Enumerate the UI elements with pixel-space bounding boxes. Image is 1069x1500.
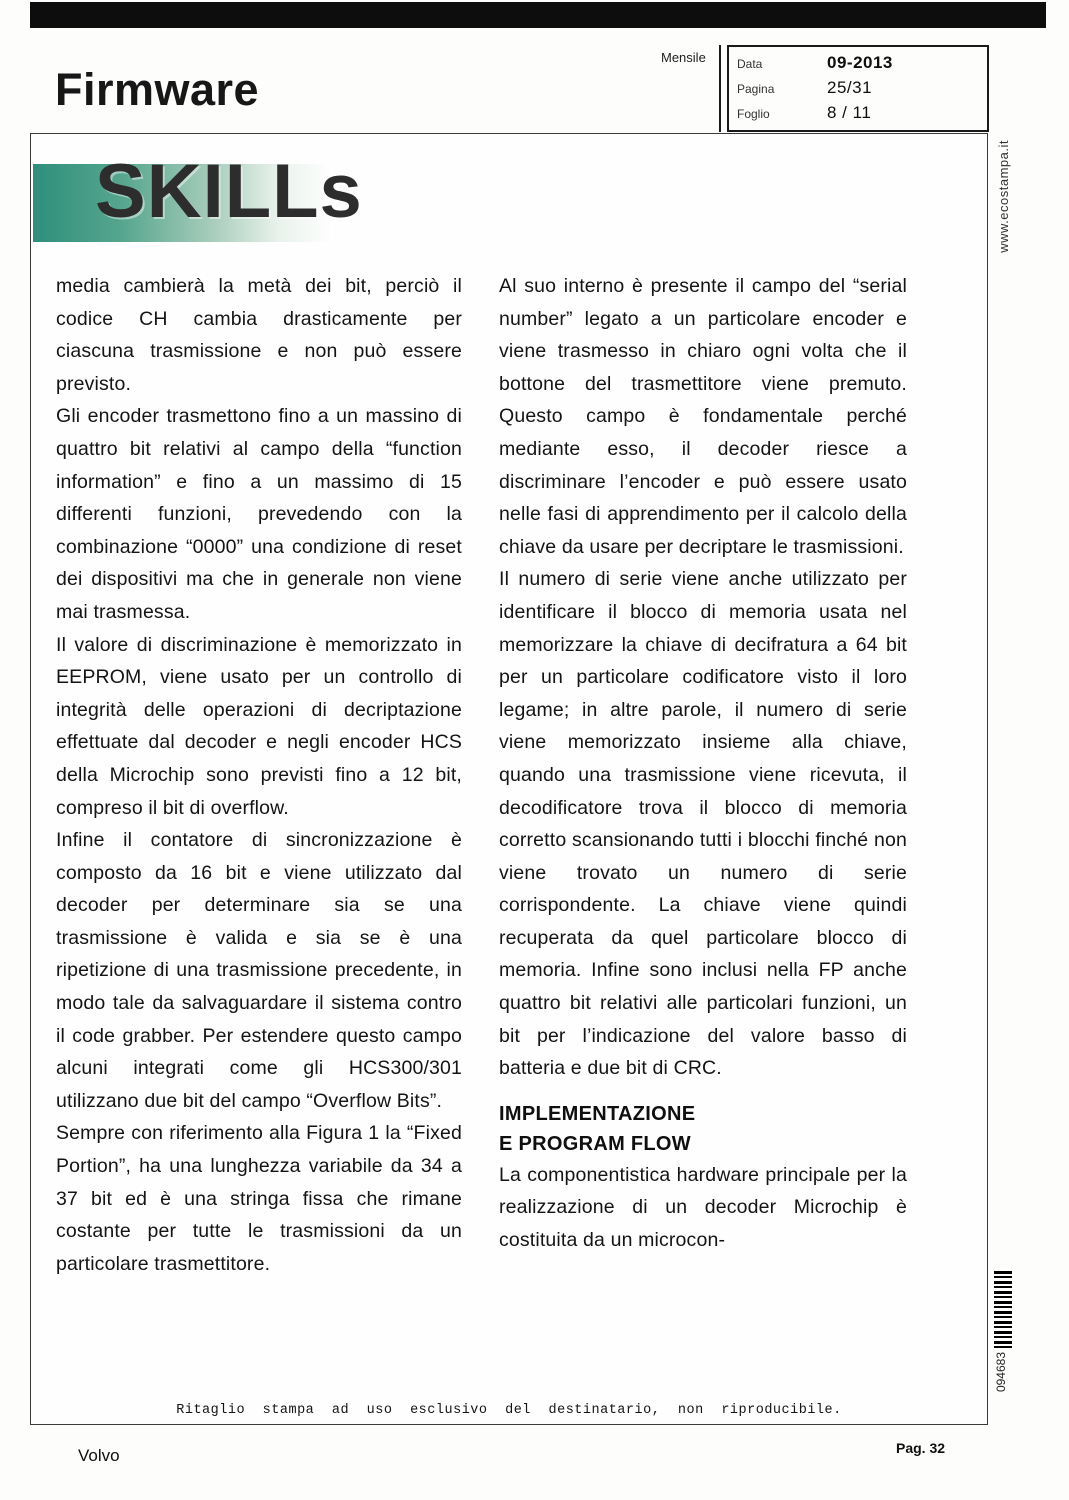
paragraph: Il numero di serie viene anche utilizzato per identificare il blocco di memoria usata nel memorizzare la chiave di decifratura a 64 bit per un particolare codificatore visto il loro legame; in altre parole, il numero di serie viene memorizzato insieme alla chiave, quando una trasmissione viene ricevuta, il decodificatore trova il blocco di memoria corretto scansionando tutti i blocchi finché non viene trovato un numero di serie corrispondente. La chiave viene quindi recuperata da quel particolare blocco di memoria. Infine sono inclusi nella FP anche quattro bit relativi alle particolari funzioni, un bit per l’indicazione del valore basso di batteria e due bit di CRC.	[499, 568, 907, 1080]
article-content-box	[30, 133, 988, 1425]
section-heading-line2: E PROGRAM FLOW	[499, 1132, 691, 1155]
paragraph: Al suo interno è presente il campo del “serial number” legato a un particolare encoder e viene trasmesso in chiaro ogni volta che il bottone del trasmettitore viene premuto. Questo campo è fondamentale perché mediante esso, il decoder riesce a discriminare l’encoder e può essere usato nelle fasi di apprendimento per il calcolo della chiave da usare per decriptare le trasmissioni.	[499, 275, 907, 558]
info-row-pagina	[737, 78, 979, 103]
foglio-label: Foglio	[737, 107, 770, 121]
header-divider	[719, 45, 721, 132]
frequency-label: Mensile	[661, 50, 706, 65]
brand-name: Volvo	[78, 1446, 120, 1465]
barcode	[994, 1268, 1012, 1348]
publication-title: Firmware	[55, 64, 260, 115]
data-value: 09-2013	[827, 53, 893, 72]
clipping-info-box	[727, 45, 989, 132]
clipping-code: 094683	[994, 1352, 1008, 1393]
paragraph: Sempre con riferimento alla Figura 1 la “Fixed Portion”, ha una lunghezza variabile da 34 a 37 bit ed è una stringa fissa che rimane costante per tutte le trasmissioni da un particolare trasmettitore.	[56, 1122, 462, 1275]
pagina-label: Pagina	[737, 82, 775, 96]
info-row-foglio	[737, 103, 979, 128]
paragraph: media cambierà la metà dei bit, perciò il codice CH cambia drasticamente per ciascuna trasmissione e non può essere previsto.	[56, 275, 462, 395]
section-heading-line1: IMPLEMENTAZIONE	[499, 1102, 696, 1125]
article-column-left	[56, 270, 462, 1280]
article-column-right	[499, 270, 907, 1257]
paragraph: Gli encoder trasmettono fino a un massino di quattro bit relativi al campo della “function information” e fino a un massimo di 15 differenti funzioni, prevedendo con la combinazione “0000” una condizione di reset dei dispositivi ma che in generale non viene mai trasmessa.	[56, 405, 462, 623]
pagina-value: 25/31	[827, 78, 873, 97]
data-label: Data	[737, 57, 763, 71]
paragraph: Il valore di discriminazione è memorizzato in EEPROM, viene usato per un controllo di integrità delle operazioni di decriptazione effettuate dal decoder e negli encoder HCS della Microchip sono previsti fino a 12 bit, compreso il bit di overflow.	[56, 633, 462, 819]
info-row-data	[737, 53, 979, 78]
paragraph: Infine il contatore di sincronizzazione è composto da 16 bit e viene utilizzato dal decoder per determinare sia se una trasmissione è valida e sia se è una ripetizione di una trasmissione precedente, in modo tale da salvaguardare il sistema contro il code grabber. Per estendere questo campo alcuni integrati come gli HCS300/301 utilizzano due bit del campo “Overflow Bits”.	[56, 829, 462, 1112]
foglio-value: 8 / 11	[827, 103, 872, 122]
ecostampa-website-vertical-text: www.ecostampa.it	[996, 140, 1011, 253]
top-black-bar	[30, 2, 1046, 28]
paragraph: La componentistica hardware principale per la realizzazione di un decoder Microchip è costituita da un microcon-	[499, 1163, 907, 1252]
skills-logo-text: SKILLs	[95, 149, 363, 234]
skills-logo	[33, 149, 453, 246]
page-number: Pag. 32	[896, 1440, 946, 1456]
section-heading	[499, 1099, 907, 1159]
disclaimer-text: Ritaglio stampa ad uso esclusivo del destinatario, non riproducibile.	[176, 1403, 842, 1418]
